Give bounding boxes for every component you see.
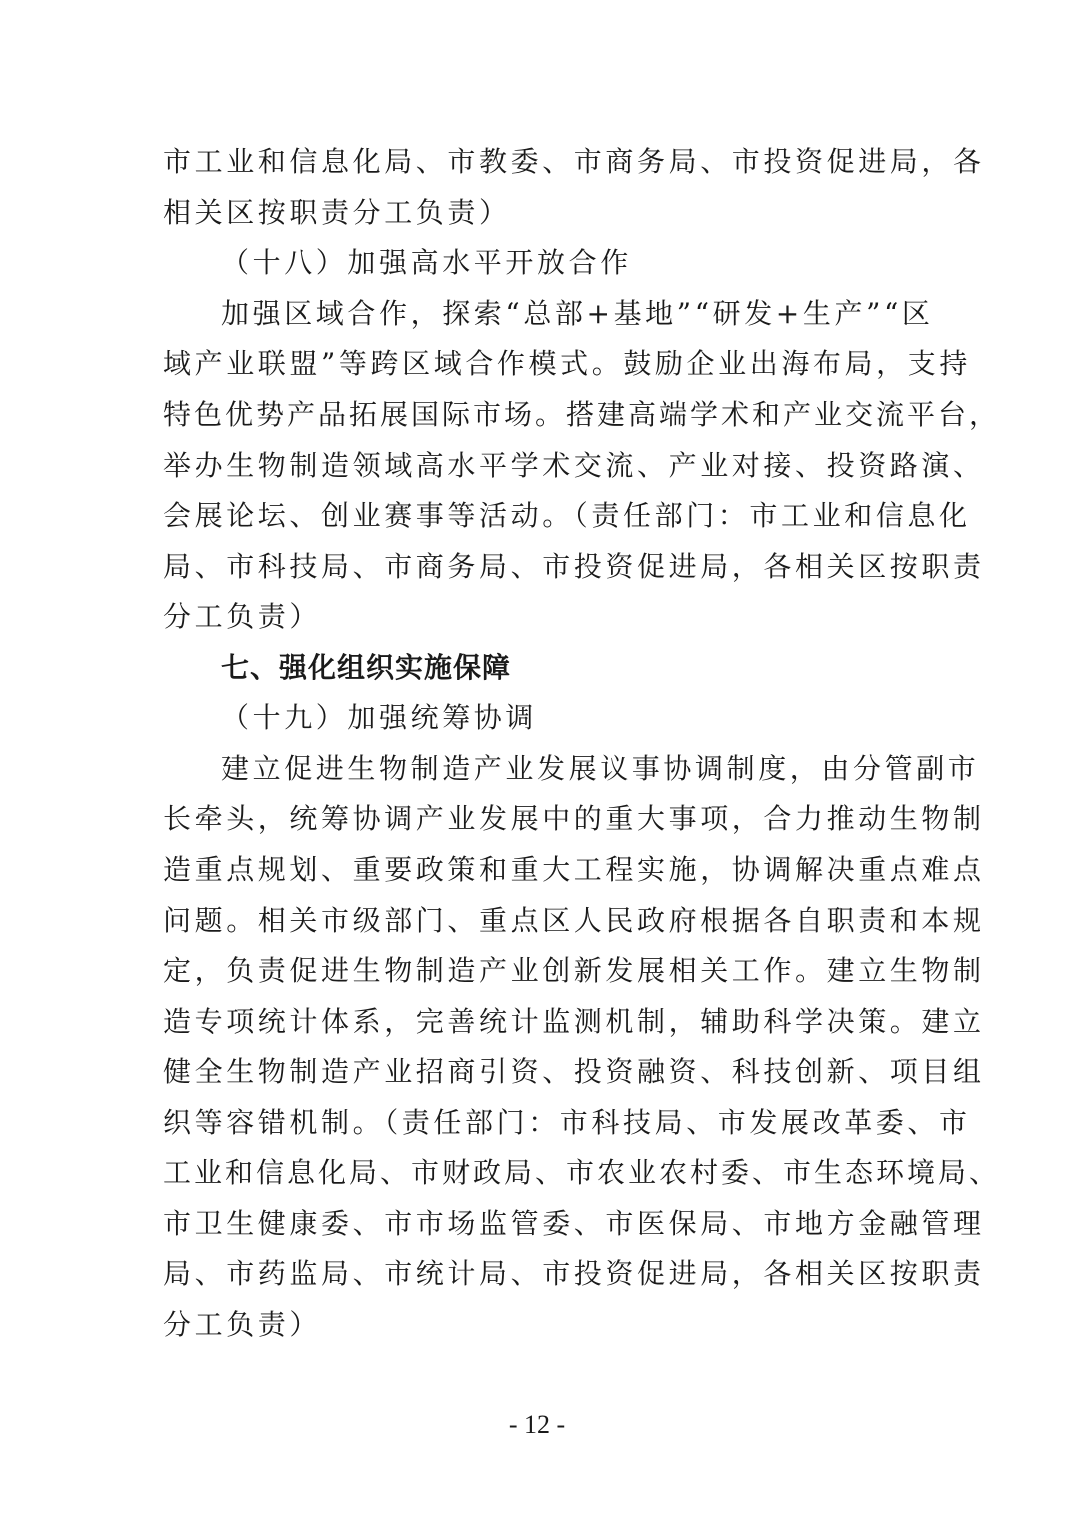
body-text-line: 分工负责）	[163, 600, 322, 633]
body-text-line: 织等容错机制。（责任部门：市科技局、市发展改革委、市	[163, 1106, 971, 1139]
body-text-line: 局、市药监局、市统计局、市投资促进局，各相关区按职责	[163, 1257, 985, 1290]
body-text-line: 举办生物制造领域高水平学术交流、产业对接、投资路演、	[163, 449, 985, 482]
subsection-heading: （十九）加强统筹协调	[221, 701, 538, 734]
page-number: - 12 -	[508, 1410, 566, 1439]
body-text-line: 工业和信息化局、市财政局、市农业农村委、市生态环境局、	[163, 1156, 1001, 1189]
body-text-line: 定，负责促进生物制造产业创新发展相关工作。建立生物制	[163, 954, 985, 987]
body-text-line: 特色优势产品拓展国际市场。搭建高端学术和产业交流平台，	[163, 398, 1001, 431]
body-text-line: 问题。相关市级部门、重点区人民政府根据各自职责和本规	[163, 904, 985, 937]
body-text-line: 局、市科技局、市商务局、市投资促进局，各相关区按职责	[163, 550, 985, 583]
body-text-line: 分工负责）	[163, 1308, 322, 1341]
section-heading: 七、强化组织实施保障	[221, 651, 512, 684]
body-text-line: 造重点规划、重要政策和重大工程实施，协调解决重点难点	[163, 853, 985, 886]
body-text-line: 造专项统计体系，完善统计监测机制，辅助科学决策。建立	[163, 1005, 985, 1038]
body-text-line: 域产业联盟”等跨区域合作模式。鼓励企业出海布局，支持	[163, 347, 971, 380]
body-text-line: 长牵头，统筹协调产业发展中的重大事项，合力推动生物制	[163, 802, 985, 835]
body-text-line: 市工业和信息化局、市教委、市商务局、市投资促进局，各	[163, 145, 985, 178]
body-text-line: 会展论坛、创业赛事等活动。（责任部门：市工业和信息化	[163, 499, 971, 532]
subsection-heading: （十八）加强高水平开放合作	[221, 246, 632, 279]
body-text-line: 相关区按职责分工负责）	[163, 196, 511, 229]
body-text-line: 市卫生健康委、市市场监管委、市医保局、市地方金融管理	[163, 1207, 985, 1240]
body-text-line: 建立促进生物制造产业发展议事协调制度，由分管副市	[221, 752, 980, 785]
body-text-line: 健全生物制造产业招商引资、投资融资、科技创新、项目组	[163, 1055, 985, 1088]
body-text-line: 加强区域合作，探索“总部+基地”“研发+生产”“区	[221, 297, 934, 330]
